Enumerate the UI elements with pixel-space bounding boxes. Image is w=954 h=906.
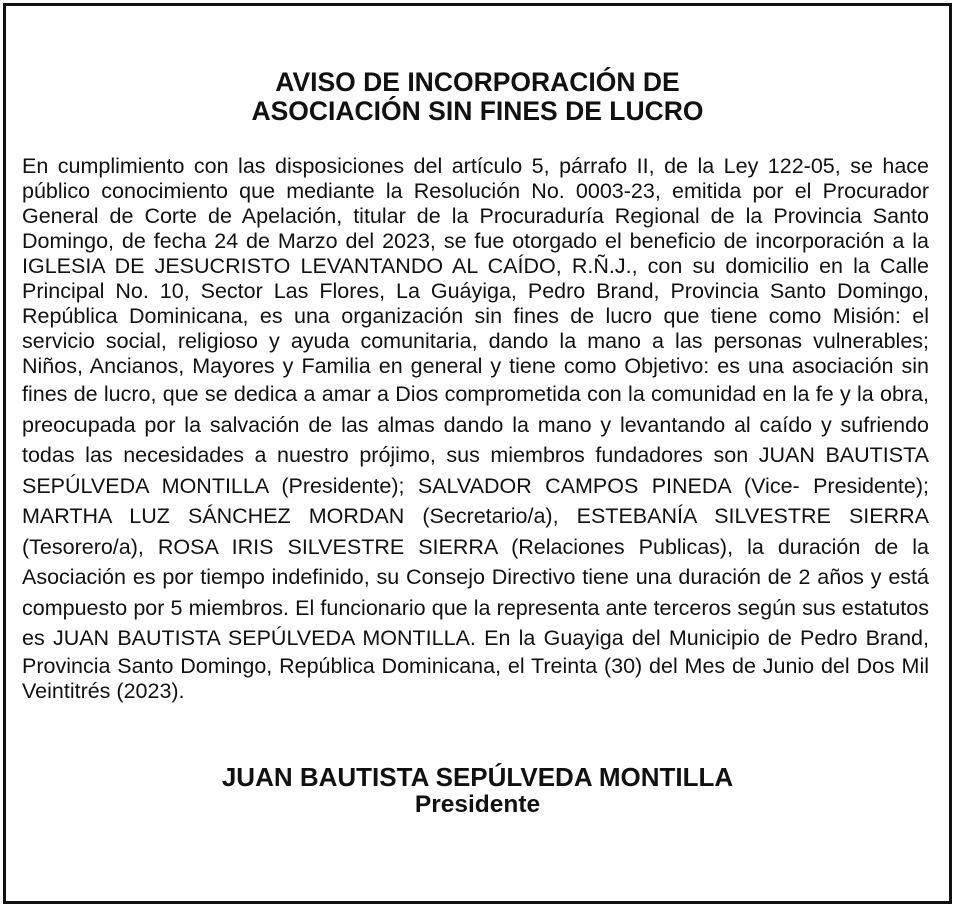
signature-role: Presidente bbox=[414, 791, 541, 818]
body-paragraph-part-2: con la comunidad en la fe y la obra, preocupada por la salvación de las almas dando la mano y levantando al caído y sufriendo todas las necesidades a nuestro prójimo, sus miembros fundadores son JUAN BAUTISTA SEPÚLVEDA MONTILLA (Presidente); SALVADOR CAMPOS PINEDA (Vice- Presidente); MARTHA LUZ SÁNCHEZ MORDAN (Secretario/a), ESTEBANÍA SILVESTRE SIERRA (Tesorero/a), ROSA IRIS SILVESTRE SIERRA (Relaciones Publicas), la duración de la Asociación es por tiempo indefinido, su Consejo Directivo tiene una duración de 2 años y está compuesto por 5 miembros. El funcionario que la representa ante terceros según sus estatutos es JUAN BAUTISTA SEPÚLVEDA MONTILLA. bbox=[22, 382, 929, 650]
notice-title bbox=[6, 68, 949, 126]
signature-block bbox=[6, 763, 949, 819]
notice-body bbox=[22, 154, 929, 704]
title-line-1: AVISO DE INCORPORACIÓN DE bbox=[275, 67, 680, 97]
title-line-2: ASOCIACIÓN SIN FINES DE LUCRO bbox=[251, 96, 704, 126]
body-paragraph-part-3: En la Guayiga del Municipio de Pedro Brand, Provincia Santo Domingo, República Dominicana, el Treinta (30) del Mes de Junio del Dos Mil Veintitrés (2023). bbox=[22, 626, 929, 703]
signature-name: JUAN BAUTISTA SEPÚLVEDA MONTILLA bbox=[221, 762, 734, 792]
body-paragraph-part-1: En cumplimiento con las disposiciones del artículo 5, párrafo II, de la Ley 122-05, se hace público conocimiento que mediante la Resolución No. 0003-23, emitida por el Procurador General de Corte de Apelación, titular de la Procuraduría Regional de la Provincia Santo Domingo, de fecha 24 de Marzo del 2023, se fue otorgado el beneficio de incorporación a la IGLESIA DE JESUCRISTO LEVANTANDO AL CAÍDO, R.Ñ.J., con su domicilio en la Calle Principal No. 10, Sector Las Flores, La Guáyiga, Pedro Brand, Provincia Santo Domingo, República Dominicana, es una organización sin fines de lucro que tiene como Misión: el servicio social, religioso y ayuda comunitaria, dando la mano a las personas vulnerables; Niños, Ancianos, Mayores y Familia en general y tiene como Objetivo: es una asociación sin fines de lucro, que se dedica a amar a Dios comprometida bbox=[22, 154, 929, 406]
notice-frame bbox=[3, 3, 952, 904]
